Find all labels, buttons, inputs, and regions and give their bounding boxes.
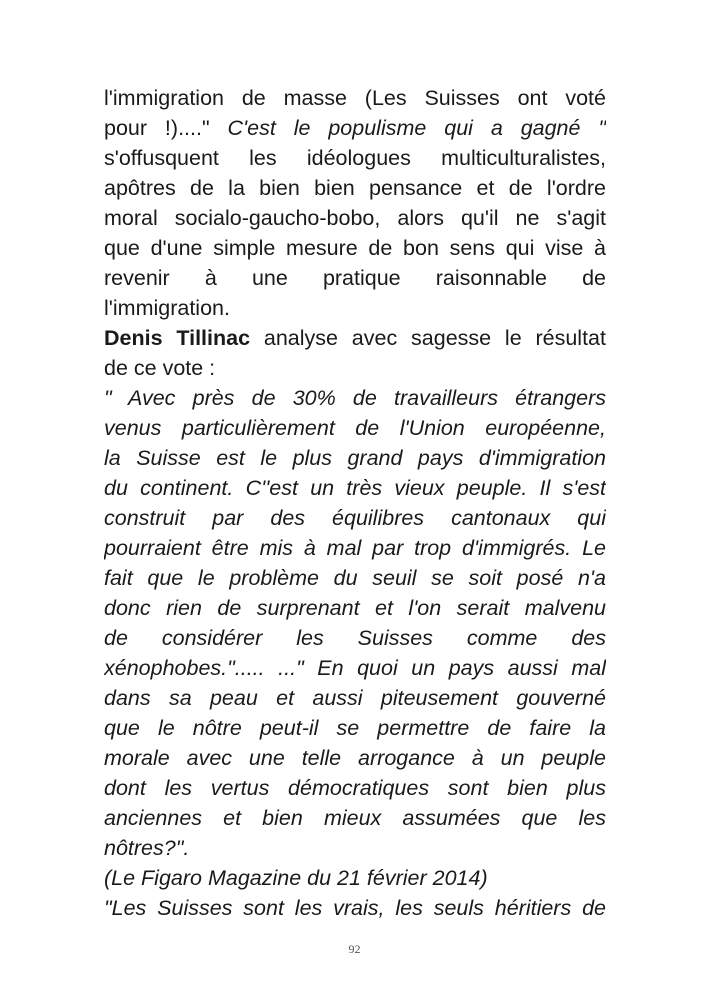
text-span: pour !)...." (104, 116, 228, 140)
quote-line: morale avec une telle arrogance à un peuple (104, 746, 606, 770)
body-text (104, 83, 606, 923)
quote-line: construit par des équilibres cantonaux qui (104, 506, 606, 530)
quote-line: venus particulièrement de l'Union européenne, (104, 416, 606, 440)
author-name: Denis Tillinac (104, 326, 251, 350)
text-line: s'offusquent les idéologues multiculturalistes, (104, 146, 606, 170)
quote-line: anciennes et bien mieux assumées que les (104, 806, 606, 830)
quote-line: du continent. C''est un très vieux peuple. Il s'est (104, 476, 606, 500)
page-number: 92 (348, 942, 361, 956)
text-line: moral socialo-gaucho-bobo, alors qu'il ne s'agit (104, 206, 606, 230)
quote-line: " Avec près de 30% de travailleurs étrangers (104, 386, 606, 410)
quote-line: pourraient être mis à mal par trop d'immigrés. Le (104, 536, 606, 560)
text-line: revenir à une pratique raisonnable de (104, 266, 606, 290)
text-line: que d'une simple mesure de bon sens qui vise à (104, 236, 606, 260)
quote-line: "Les Suisses sont les vrais, les seuls héritiers de (104, 896, 606, 920)
text-line: l'immigration de masse (Les Suisses ont voté (104, 86, 606, 110)
text-line: l'immigration. (104, 296, 230, 320)
quote-line: la Suisse est le plus grand pays d'immigration (104, 446, 606, 470)
quote-line: donc rien de surprenant et l'on serait malvenu (104, 596, 606, 620)
quote-line: fait que le problème du seuil se soit posé n'a (104, 566, 606, 590)
text-line (104, 323, 606, 353)
source-citation: (Le Figaro Magazine du 21 février 2014) (104, 866, 488, 890)
quote-line: que le nôtre peut-il se permettre de faire la (104, 716, 606, 740)
text-line (104, 113, 606, 143)
quote-inline: C'est le populisme qui a gagné " (227, 116, 606, 140)
quote-line: de considérer les Suisses comme des (104, 626, 606, 650)
quote-line: dans sa peau et aussi piteusement gouverné (104, 686, 606, 710)
quote-line: xénophobes."..... ..." En quoi un pays aussi mal (104, 656, 606, 680)
quote-line: nôtres?". (104, 836, 190, 860)
text-span: analyse avec sagesse le résultat (250, 326, 606, 350)
text-line: apôtres de la bien bien pensance et de l'ordre (104, 176, 606, 200)
text-line: de ce vote : (104, 356, 216, 380)
quote-line: dont les vertus démocratiques sont bien plus (104, 776, 606, 800)
